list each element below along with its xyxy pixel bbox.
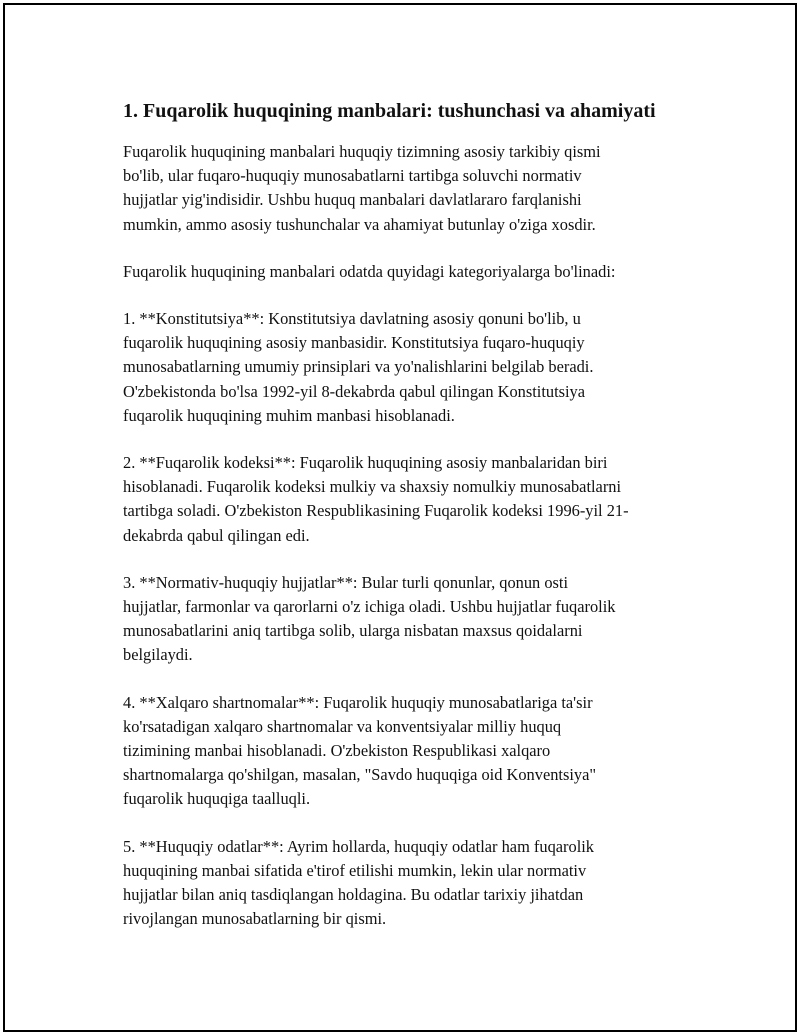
- text-line: hujjatlar, farmonlar va qarorlarni o'z ichiga oladi. Ushbu hujjatlar fuqarolik: [123, 597, 616, 617]
- document-body: [123, 97, 703, 954]
- text-line: O'zbekistonda bo'lsa 1992-yil 8-dekabrda qabul qilingan Konstitutsiya: [123, 381, 586, 401]
- text-line: fuqarolik huquqining muhim manbasi hisoblanadi.: [123, 405, 455, 425]
- text-line: fuqarolik huquqiga taalluqli.: [123, 789, 311, 809]
- text-line: dekabrda qabul qilingan edi.: [123, 525, 310, 545]
- text-line: tizimining manbai hisoblanadi. O'zbekiston Respublikasi xalqaro: [123, 741, 551, 761]
- text-line: hujjatlar yig'indisidir. Ushbu huquq manbalari davlatlararo farqlanishi: [123, 190, 582, 210]
- text-line: shartnomalarga qo'shilgan, masalan, "Savdo huquqiga oid Konventsiya": [123, 765, 597, 785]
- text-line: 3. **Normativ-huquqiy hujjatlar**: Bular turli qonunlar, qonun osti: [123, 572, 569, 592]
- text-line: huquqining manbai sifatida e'tirof etilishi mumkin, lekin ular normativ: [123, 860, 587, 880]
- text-line: bo'lib, ular fuqaro-huquqiy munosabatlarni tartibga soluvchi normativ: [123, 166, 582, 186]
- text-line: hisoblanadi. Fuqarolik kodeksi mulkiy va shaxsiy nomulkiy munosabatlarni: [123, 477, 622, 497]
- text-line: 5. **Huquqiy odatlar**: Ayrim hollarda, huquqiy odatlar ham fuqarolik: [123, 836, 594, 856]
- list-item-huquqiy-odatlar: [123, 835, 703, 932]
- list-item-konstitutsiya: [123, 307, 703, 428]
- text-line: munosabatlarning umumiy prinsiplari va yo'nalishlarini belgilab beradi.: [123, 357, 594, 377]
- text-line: ko'rsatadigan xalqaro shartnomalar va konventsiyalar milliy huquq: [123, 716, 562, 736]
- text-line: 1. **Konstitutsiya**: Konstitutsiya davlatning asosiy qonuni bo'lib, u: [123, 309, 581, 329]
- categories-intro-paragraph: [123, 260, 703, 284]
- text-line: Fuqarolik huquqining manbalari odatda quyidagi kategoriyalarga bo'linadi:: [123, 261, 616, 281]
- text-line: fuqarolik huquqining asosiy manbasidir. Konstitutsiya fuqaro-huquqiy: [123, 333, 585, 353]
- text-line: 2. **Fuqarolik kodeksi**: Fuqarolik huquqining asosiy manbalaridan biri: [123, 453, 608, 473]
- text-line: hujjatlar bilan aniq tasdiqlangan holdagina. Bu odatlar tarixiy jihatdan: [123, 885, 584, 905]
- text-line: belgilaydi.: [123, 645, 193, 665]
- document-title: 1. Fuqarolik huquqining manbalari: tushunchasi va ahamiyati: [123, 100, 656, 122]
- text-line: rivojlangan munosabatlarning bir qismi.: [123, 909, 387, 929]
- list-item-normativ-huquqiy-hujjatlar: [123, 571, 703, 668]
- page-frame: [3, 3, 797, 1032]
- list-item-xalqaro-shartnomalar: [123, 691, 703, 812]
- text-line: tartibga soladi. O'zbekiston Respublikasining Fuqarolik kodeksi 1996-yil 21-: [123, 501, 629, 521]
- text-line: munosabatlarini aniq tartibga solib, ularga nisbatan maxsus qoidalarni: [123, 621, 583, 641]
- intro-paragraph: [123, 140, 703, 237]
- list-item-fuqarolik-kodeksi: [123, 451, 703, 548]
- text-line: Fuqarolik huquqining manbalari huquqiy tizimning asosiy tarkibiy qismi: [123, 142, 601, 161]
- text-line: 4. **Xalqaro shartnomalar**: Fuqarolik huquqiy munosabatlariga ta'sir: [123, 692, 593, 712]
- text-line: mumkin, ammo asosiy tushunchalar va ahamiyat butunlay o'ziga xosdir.: [123, 214, 596, 234]
